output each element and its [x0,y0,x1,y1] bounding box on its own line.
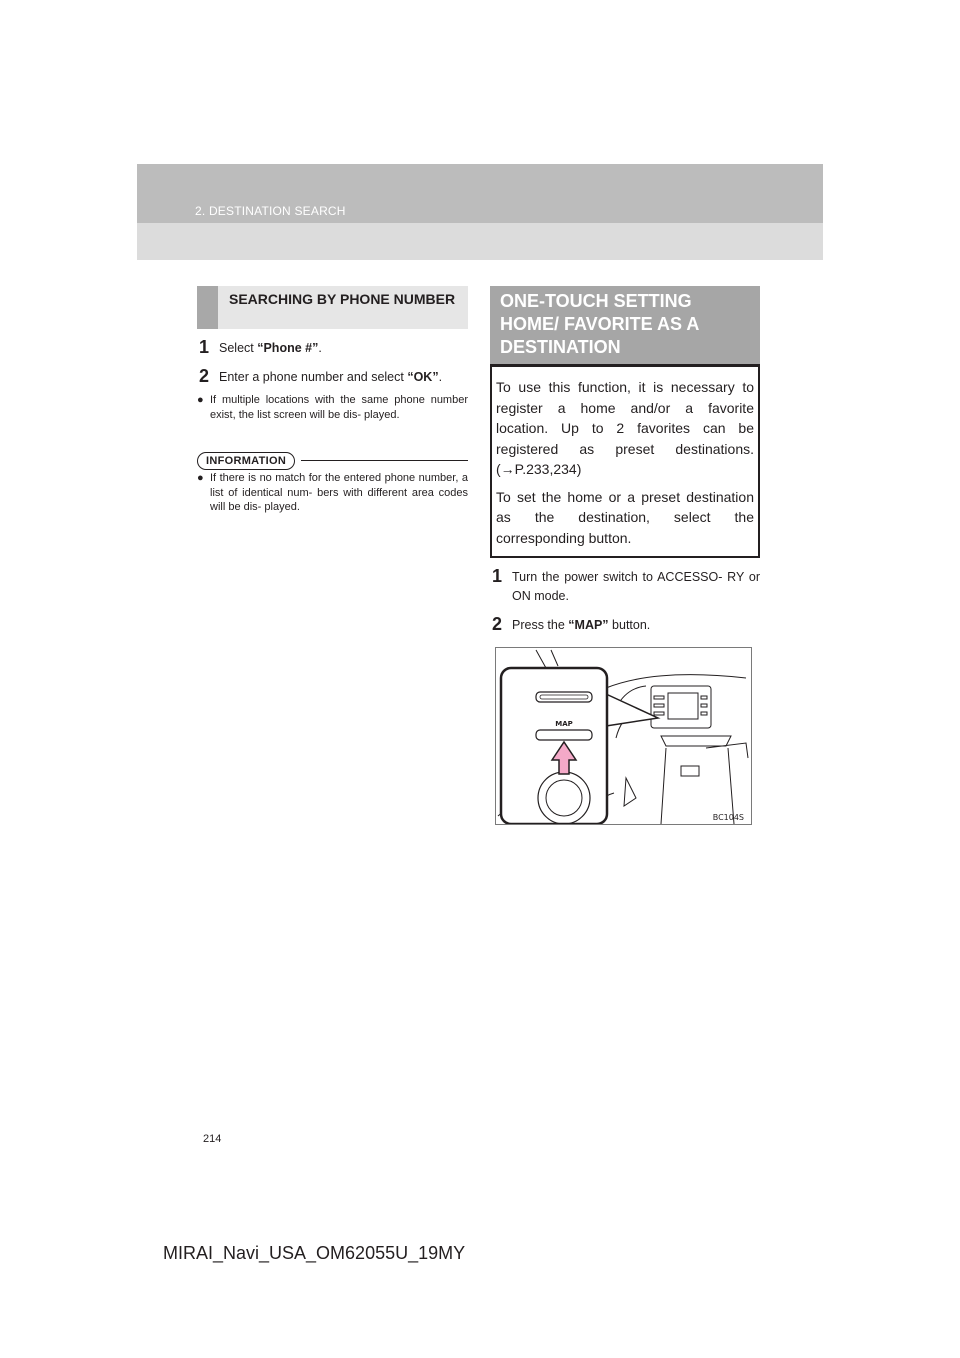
step-bold: “MAP” [568,618,609,632]
climate-panel [661,736,731,746]
step-text: Turn the power switch to ACCESSO- RY or ON mode. [512,570,760,603]
console-switch [681,766,699,776]
step-tail: button. [608,618,651,632]
step-bold: “OK” [407,370,439,384]
section-title: 2. DESTINATION SEARCH [195,204,346,218]
one-touch-heading-box [490,286,760,367]
step-1 [197,339,468,358]
step-number: 2 [492,614,503,634]
bullet-note [197,393,468,422]
description-paragraph-2: To set the home or a preset destination as the destination, select the corresponding button. [496,488,754,546]
dashboard-illustration [495,647,752,825]
display-button [701,704,707,707]
dash-right-line [706,743,748,758]
step-text: Select [219,341,258,355]
header-top-strip [137,164,823,223]
figure-code: BC104S [712,813,744,822]
windshield-line [536,650,558,668]
bullet-text: If multiple locations with the same phone number exist, the list screen will be dis- played. [210,394,468,421]
step-2 [490,616,760,635]
step-tail: . [318,341,322,355]
step-text: Enter a phone number and select [219,370,408,384]
header-band [137,164,823,260]
step-number: 2 [199,366,210,386]
display-button [654,704,664,707]
display-button [701,696,707,699]
step-tail: . [438,370,443,384]
information-text: If there is no match for the entered phone number, a list of identical num- bers with different area codes will be dis- played. [210,472,468,513]
pedal-outline [624,778,636,806]
center-display-screen [668,693,698,719]
page-number: 214 [203,1133,222,1145]
description-paragraph-1: To use this function, it is necessary to register a home and/or a favorite location. Up to 2 favorites can be registered as preset destinations. (→P.233,234) [496,379,754,477]
step-bold: “Phone #” [257,341,319,355]
information-note [197,471,468,515]
display-button [701,712,707,715]
step-text: Press the [512,618,569,632]
step-number: 1 [199,337,210,357]
heading-accent-bar [197,286,218,329]
display-button [654,696,664,699]
bullet-icon: ● [197,472,204,484]
display-button [654,712,664,715]
bullet-icon: ● [197,394,204,406]
step-2 [197,368,468,387]
phone-search-heading-box [197,286,468,329]
dashboard-drawing [496,648,751,824]
one-touch-heading: ONE-TOUCH SETTING HOME/ FAVORITE AS A DESTINATION [500,291,699,357]
callout-pointer [606,694,658,726]
one-touch-description-box [490,367,760,558]
phone-search-heading: SEARCHING BY PHONE NUMBER [229,291,456,307]
document-code: MIRAI_Navi_USA_OM62055U_19MY [163,1243,466,1263]
left-column [197,286,468,515]
step-number: 1 [492,566,503,586]
information-rule [301,460,468,461]
right-column [490,286,760,825]
step-1 [490,568,760,606]
map-button-label: MAP [555,720,573,728]
information-badge: INFORMATION [197,452,295,470]
